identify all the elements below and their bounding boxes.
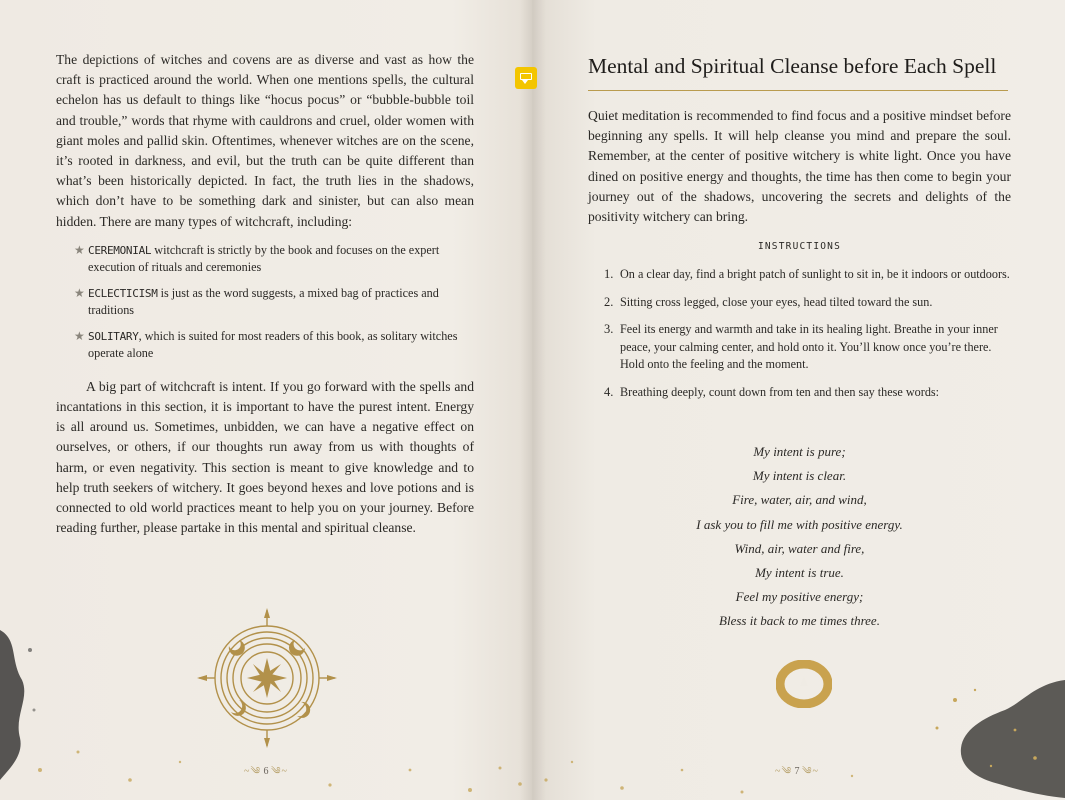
step-number: 3. bbox=[604, 322, 614, 336]
list-item bbox=[600, 266, 1010, 284]
star-icon: ★ bbox=[74, 285, 85, 300]
instructions-list bbox=[600, 266, 1010, 411]
poem-line: Fire, water, air, and wind, bbox=[732, 492, 867, 508]
flourish-icon: ~༄ bbox=[244, 766, 261, 777]
list-item-text: is just as the word suggests, a mixed bag of practices and traditions bbox=[88, 285, 439, 318]
list-item bbox=[600, 321, 1010, 374]
poem-line: Wind, air, water and fire, bbox=[734, 540, 865, 556]
intent-paragraph: A big part of witchcraft is intent. If you go forward with the spells and incantations in this section, it is important to have the purest intent. Energy is all around us. Sometimes, unbidden, we can have a negative effect on ourselves, or others, if our thoughts run away from us with thoughts of harm, or even negativity. This section is meant to give knowledge and to help truth seekers of witchery. It goes beyond hexes and love potions and is connected to old world practices meant to help you on your journey. Before reading further, please partake in this mental and spiritual cleanse. bbox=[56, 378, 474, 536]
list-item bbox=[600, 294, 1010, 312]
step-number: 2. bbox=[604, 294, 614, 309]
sun-moon-compass-icon bbox=[197, 608, 337, 748]
poem-line: I ask you to fill me with positive energy. bbox=[696, 516, 903, 532]
witchcraft-types-list bbox=[56, 242, 474, 363]
list-item-term: CEREMONIAL bbox=[88, 243, 152, 257]
left-text-column bbox=[56, 50, 474, 538]
meditation-intro: Quiet meditation is recommended to find focus and a positive mindset before beginning any spells. It will help cleanse you mind and prepare the soul. Remember, at the center of positive witchery is white light. Once you have dined on positive energy and thoughts, the time has then come to begin your journey out of the shadows, uncovering the secrets and delights of the positivity witchery can bring. bbox=[588, 108, 1011, 225]
instructions-title: INSTRUCTIONS bbox=[757, 241, 842, 252]
page-title: Mental and Spiritual Cleanse before Each Spell bbox=[588, 54, 997, 78]
gold-wreath-icon bbox=[776, 660, 832, 708]
page-number-text: 7 bbox=[794, 766, 800, 777]
title-underline bbox=[588, 90, 1008, 91]
poem-line: Feel my positive energy; bbox=[735, 589, 864, 605]
flourish-icon: ༄~ bbox=[802, 766, 819, 777]
flourish-icon: ~༄ bbox=[775, 766, 792, 777]
list-item bbox=[74, 328, 474, 363]
gold-flecks-right bbox=[532, 740, 1065, 800]
left-page bbox=[0, 0, 532, 800]
book-gutter bbox=[520, 0, 546, 800]
poem-line: My intent is pure; bbox=[753, 444, 846, 459]
list-item bbox=[74, 242, 474, 277]
poem-line: Bless it back to me times three. bbox=[719, 613, 880, 629]
list-item-term: SOLITARY bbox=[88, 329, 139, 343]
list-item-text: , which is suited for most readers of this book, as solitary witches operate alone bbox=[88, 328, 458, 361]
step-text: Feel its energy and warmth and take in its healing light. Breathe in your inner peace, your calming center, and hold onto it. You’ll know once you’re there. Hold onto the feeling and the moment. bbox=[620, 322, 998, 371]
star-icon: ★ bbox=[74, 242, 85, 257]
poem-line: My intent is clear. bbox=[752, 468, 847, 484]
list-item bbox=[74, 285, 474, 320]
incantation-poem bbox=[588, 440, 1011, 634]
intro-paragraph: The depictions of witches and covens are as diverse and vast as how the craft is practiced around the world. When one mentions spells, the cultural echelon has us default to things like “hocus pocus” or “bubble-bubble toil and trouble,” words that rhyme with cauldrons and cruel, older women with giant moles and pallid skin. Oftentimes, whenever witches are on the scene, it’s rooted in darkness, and evil, but the truth can be quite different than what’s been historically depicted. In fact, the truth lies in the shadows, which don’t have to be something dark and sinister, but can also mean hidden. There are many types of witchcraft, including: bbox=[56, 52, 474, 229]
step-number: 1. bbox=[604, 267, 614, 281]
gold-flecks-left bbox=[0, 740, 532, 800]
step-number: 4. bbox=[604, 384, 614, 399]
star-icon: ★ bbox=[74, 328, 85, 343]
step-text: Sitting cross legged, close your eyes, head tilted toward the sun. bbox=[620, 294, 933, 309]
list-item-term: ECLECTICISM bbox=[88, 286, 158, 300]
flourish-icon: ༄~ bbox=[271, 766, 288, 777]
page-number-text: 6 bbox=[263, 766, 269, 777]
comment-note-icon[interactable] bbox=[515, 67, 537, 89]
step-text: Breathing deeply, count down from ten and then say these words: bbox=[620, 384, 940, 399]
step-text: On a clear day, find a bright patch of sunlight to sit in, be it indoors or outdoors. bbox=[620, 267, 1010, 281]
list-item bbox=[600, 384, 1010, 402]
poem-line: My intent is true. bbox=[755, 565, 844, 581]
list-item-text: witchcraft is strictly by the book and focuses on the expert execution of rituals and ceremonies bbox=[88, 242, 440, 275]
